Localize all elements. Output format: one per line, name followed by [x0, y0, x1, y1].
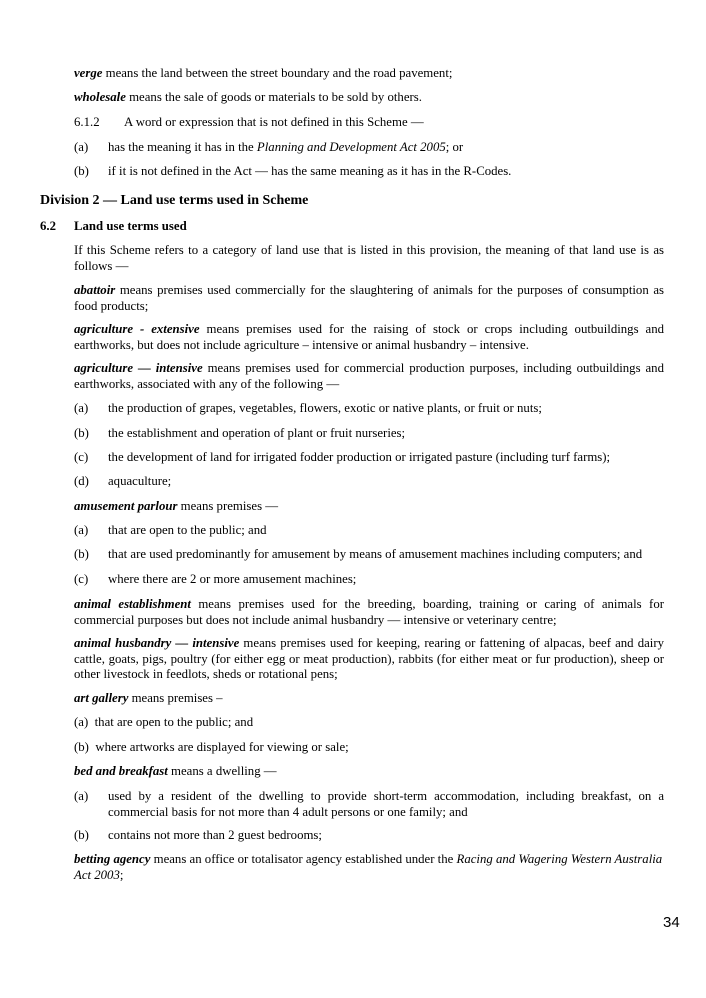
- definition-text: means the land between the street boundary and the road pavement;: [102, 66, 453, 80]
- item-label: (a): [74, 523, 89, 537]
- item-text: aquaculture;: [108, 474, 172, 488]
- term: agriculture — intensive: [74, 361, 203, 375]
- term: verge: [74, 66, 103, 80]
- term: animal husbandry — intensive: [74, 636, 240, 650]
- definition-text: means premises used for keeping, rearing or fattening of alpacas, beef and dairy cattle, goats, pigs, poultry (for either egg or meat production), rabbits (for either meat or fur production), sheep or other livestock in feedlots, sheds or rotational pens;: [74, 636, 664, 681]
- definition-agriculture-extensive: [74, 322, 664, 353]
- clause-text: A word or expression that is not defined in this Scheme —: [124, 115, 424, 129]
- item-text: that are open to the public; and: [94, 715, 254, 729]
- page-number: 34: [663, 914, 680, 931]
- term: agriculture - extensive: [74, 322, 200, 336]
- definition-text: means the sale of goods or materials to be sold by others.: [125, 90, 422, 104]
- term: animal establishment: [74, 597, 191, 611]
- section-title: Land use terms used: [74, 219, 187, 233]
- definition-betting-agency: betting agency means an office or totalisator agency established under the Racing and Wagering Western Australia Act 2003;: [74, 852, 663, 882]
- item-text: if it is not defined in the Act — has the same meaning as it has in the R-Codes.: [108, 164, 512, 178]
- item-text: the development of land for irrigated fodder production or irrigated pasture (including turf farms);: [108, 450, 611, 464]
- item-label: (b): [74, 164, 89, 178]
- item-text: where there are 2 or more amusement machines;: [108, 572, 357, 586]
- item-label: (b): [74, 828, 89, 842]
- item-label: (a): [74, 401, 89, 415]
- term: wholesale: [74, 90, 126, 104]
- definition-amusement-parlour: [74, 499, 664, 515]
- item-text: contains not more than 2 guest bedrooms;: [108, 828, 322, 842]
- item-text: used by a resident of the dwelling to provide short-term accommodation, including breakfast, on a commercial basis for not more than 4 adult persons or one family; and: [108, 789, 664, 819]
- item-label: (d): [74, 474, 89, 488]
- definition-wholesale: [74, 90, 664, 106]
- definition-abattoir: [74, 283, 664, 314]
- definition-art-gallery: [74, 691, 664, 707]
- list-item: [74, 715, 253, 731]
- item-label: (a): [74, 789, 89, 803]
- term: betting agency: [74, 852, 151, 866]
- term: bed and breakfast: [74, 764, 168, 778]
- item-label: (c): [74, 572, 89, 586]
- item-label: (b): [74, 426, 89, 440]
- term: amusement parlour: [74, 499, 178, 513]
- term: abattoir: [74, 283, 116, 297]
- list-item: [74, 740, 349, 756]
- definition-text: means premises —: [177, 499, 279, 513]
- item-label: (a): [74, 140, 89, 154]
- item-label: (b): [74, 547, 89, 561]
- section-intro: If this Scheme refers to a category of land use that is listed in this provision, the meaning of that land use is as follows —: [74, 243, 664, 273]
- definition-text: means premises used for the raising of stock or crops including outbuildings and earthworks, but does not include agriculture – intensive or animal husbandry – intensive.: [74, 322, 664, 352]
- item-text: that are open to the public; and: [108, 523, 267, 537]
- definition-verge: [74, 66, 664, 82]
- definition-text: means premises used commercially for the slaughtering of animals for the purposes of consumption as food products;: [74, 283, 664, 313]
- item-label: (a): [74, 715, 89, 729]
- definition-text: means premises used for commercial production purposes, including outbuildings and earthworks, associated with any of the following —: [74, 361, 664, 391]
- definition-agriculture-intensive: [74, 361, 664, 392]
- item-label: (b): [74, 740, 89, 754]
- division-heading: Division 2 — Land use terms used in Scheme: [40, 193, 309, 208]
- clause-number: 6.1.2: [74, 115, 100, 129]
- definition-text: means premises used for the breeding, boarding, training or caring of animals for commercial purposes but does not include animal husbandry — intensive or veterinary centre;: [74, 597, 664, 627]
- definition-text: means an office or totalisator agency established under the: [150, 852, 457, 866]
- definition-animal-establishment: [74, 597, 664, 628]
- item-text: has the meaning it has in the Planning and Development Act 2005; or: [108, 140, 464, 154]
- definition-bed-and-breakfast: [74, 764, 664, 780]
- section-number: 6.2: [40, 219, 56, 233]
- definition-text: means a dwelling —: [167, 764, 277, 778]
- definition-text: means premises –: [128, 691, 223, 705]
- act-title: Planning and Development Act 2005: [256, 140, 446, 154]
- item-text: the production of grapes, vegetables, flowers, exotic or native plants, or fruit or nuts;: [108, 401, 542, 415]
- item-text: the establishment and operation of plant or fruit nurseries;: [108, 426, 406, 440]
- item-text: that are used predominantly for amusement by means of amusement machines including computers; and: [108, 547, 643, 561]
- item-text: where artworks are displayed for viewing or sale;: [95, 740, 349, 754]
- term: art gallery: [74, 691, 129, 705]
- act-title: Racing and Wagering Western Australia Act 2003: [74, 852, 663, 882]
- definition-animal-husbandry: [74, 636, 664, 683]
- item-label: (c): [74, 450, 89, 464]
